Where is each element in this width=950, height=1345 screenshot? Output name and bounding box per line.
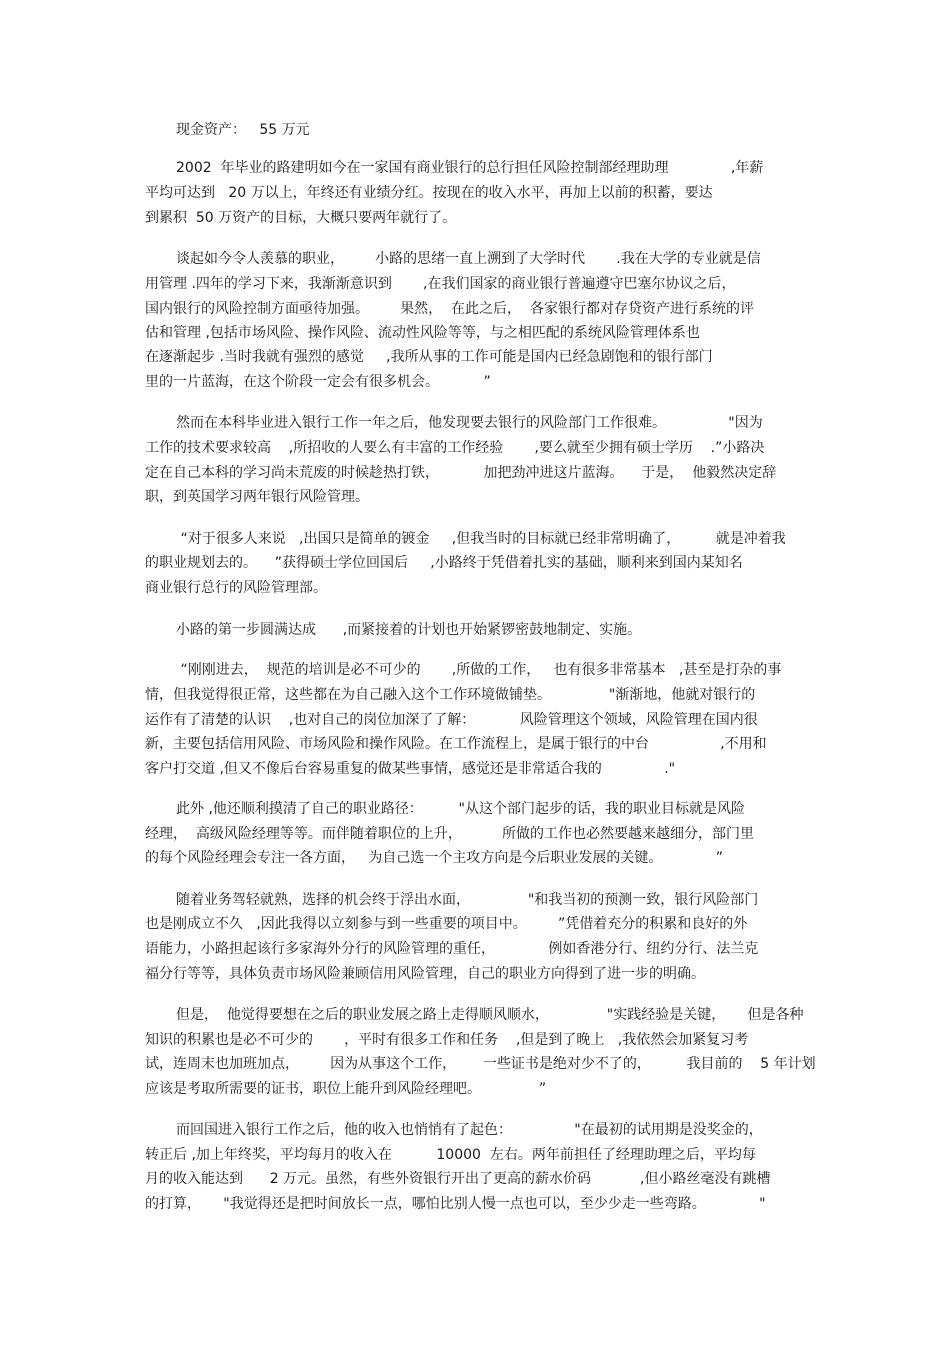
paragraph-10-line-2: 转正后 ,加上年终奖，平均每月的收入在 10000 左右。两年前担任了经理助理之后，平均每 [145, 1147, 756, 1163]
paragraph-6-line-5: 客户打交道 ,但又不像后台容易重复的做某些事情，感觉还是非常适合我的 ." [145, 761, 676, 777]
paragraph-9-line-1: 但是， 他觉得要想在之后的职业发展之路上走得顺风顺水， "实践经验是关键， 但是各种 [176, 1007, 804, 1023]
paragraph-7-line-1: 此外 ,他还顺利摸清了自己的职业路径： "从这个部门起步的话，我的职业目标就是风险 [176, 801, 745, 817]
paragraph-2-line-5: 在逐渐起步 .当时我就有强烈的感觉 ,我所从事的工作可能是国内已经急剧饱和的银行部门 [145, 349, 713, 365]
paragraph-6-line-1: “刚刚进去， 规范的培训是必不可少的 ,所做的工作， 也有很多非常基本 ,甚至是打杂的事 [176, 662, 782, 678]
paragraph-10-line-1: 而回国进入银行工作之后，他的收入也悄悄有了起色： "在最初的试用期是没奖金的， [176, 1122, 763, 1138]
paragraph-10-line-3: 月的收入能达到 2 万元。虽然，有些外资银行开出了更高的薪水价码 ,但小路丝毫没有跳槽 [145, 1171, 771, 1187]
paragraph-8-line-3: 语能力，小路担起该行多家海外分行的风险管理的重任， 例如香港分行、纽约分行、法兰克 [145, 941, 759, 957]
paragraph-8-line-4: 福分行等等，具体负责市场风险兼顾信用风险管理，自己的职业方向得到了进一步的明确。 [145, 966, 705, 982]
paragraph-1-line-1: 2002 年毕业的路建明如今在一家国有商业银行的总行担任风险控制部经理助理 ,年薪 [176, 160, 764, 176]
paragraph-2-line-2: 用管理 .四年的学习下来，我渐渐意识到 ,在我们国家的商业银行普遍遵守巴塞尔协议之后， [145, 276, 736, 292]
paragraph-4-line-2: 的职业规划去的。 ”获得硕士学位回国后 ,小路终于凭借着扎实的基础，顺利来到国内某知名 [145, 555, 743, 571]
paragraph-4-line-3: 商业银行总行的风险管理部。 [145, 580, 327, 596]
heading-line: 现金资产： 55 万元 [176, 122, 310, 138]
paragraph-1-line-3: 到累积 50 万资产的目标，大概只要两年就行了。 [145, 210, 457, 226]
paragraph-2-line-6: 里的一片蓝海，在这个阶段一定会有很多机会。 ” [145, 374, 491, 390]
paragraph-8-line-2: 也是刚成立不久 ,因此我得以立刻参与到一些重要的项目中。 ”凭借着充分的积累和良好的外 [145, 916, 748, 932]
paragraph-2-line-4: 估和管理 ,包括市场风险、操作风险、流动性风险等等，与之相匹配的系统风险管理体系也 [145, 325, 700, 341]
paragraph-4-line-1: “对于很多人来说 ,出国只是简单的镀金 ,但我当时的目标就已经非常明确了， 就是冲着我 [176, 531, 786, 547]
paragraph-3-line-3: 定在自己本科的学习尚未荒废的时候趁热打铁， 加把劲冲进这片蓝海。 于是， 他毅然决定辞 [145, 465, 777, 481]
paragraph-5-line-1: 小路的第一步圆满达成 ,而紧接着的计划也开始紧锣密鼓地制定、实施。 [176, 622, 642, 638]
paragraph-9-line-3: 试，连周末也加班加点， 因为从事这个工作， 一些证书是绝对少不了的， 我目前的 5 年计划 [145, 1056, 816, 1072]
paragraph-6-line-2: 情，但我觉得很正常，这些都在为自己融入这个工作环境做铺垫。 "渐渐地，他就对银行的 [145, 687, 756, 703]
paragraph-6-line-3: 运作有了清楚的认识 ,也对自己的岗位加深了了解： 风险管理这个领域，风险管理在国内很 [145, 712, 758, 728]
paragraph-8-line-1: 随着业务驾轻就熟，选择的机会终于浮出水面， "和我当初的预测一致，银行风险部门 [176, 892, 759, 908]
paragraph-2-line-1: 谈起如今令人羡慕的职业， 小路的思绪一直上溯到了大学时代 .我在大学的专业就是信 [176, 251, 761, 267]
paragraph-2-line-3: 国内银行的风险控制方面亟待加强。 果然， 在此之后， 各家银行都对存贷资产进行系统的评 [145, 301, 754, 317]
paragraph-9-line-2: 知识的积累也是必不可少的 ，平时有很多工作和任务 ,但是到了晚上 ,我依然会加紧复习考 [145, 1032, 749, 1048]
paragraph-1-line-2: 平均可达到 20 万以上，年终还有业绩分红。按现在的收入水平，再加上以前的积蓄，要达 [145, 185, 713, 201]
paragraph-7-line-2: 经理， 高级风险经理等等。而伴随着职位的上升， 所做的工作也必然要越来越细分，部门里 [145, 826, 754, 842]
paragraph-10-line-4: 的打算， "我觉得还是把时间放长一点，哪怕比别人慢一点也可以，至少少走一些弯路。 " [145, 1196, 766, 1212]
paragraph-3-line-4: 职，到英国学习两年银行风险管理。 [145, 489, 369, 505]
paragraph-3-line-1: 然而在本科毕业进入银行工作一年之后，他发现要去银行的风险部门工作很难。 "因为 [176, 415, 763, 431]
paragraph-7-line-3: 的每个风险经理会专注一各方面， 为自己选一个主攻方向是今后职业发展的关键。 ” [145, 850, 724, 866]
paragraph-3-line-2: 工作的技术要求较高 ,所招收的人要么有丰富的工作经验 ,要么就至少拥有硕士学历 .”小路决 [145, 440, 765, 456]
paragraph-6-line-4: 新，主要包括信用风险、市场风险和操作风险。在工作流程上，是属于银行的中台 ,不用和 [145, 736, 767, 752]
paragraph-9-line-4: 应该是考取所需要的证书，职位上能升到风险经理吧。 ” [145, 1081, 547, 1097]
